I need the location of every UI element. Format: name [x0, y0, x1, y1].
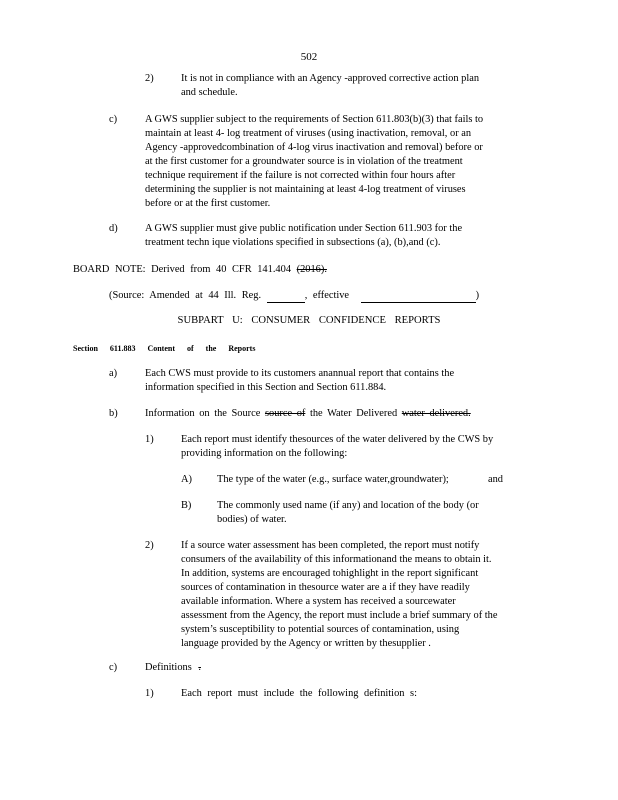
- text-line: If a source water assessment has been completed, the report must notify: [181, 540, 480, 551]
- item-label: B): [181, 500, 192, 511]
- source-suffix: ): [475, 290, 480, 301]
- text-line: Each report must include the following definition s:: [181, 688, 417, 699]
- item-label: 2): [145, 73, 154, 84]
- text-line: A GWS supplier subject to the requirements of Section 611.803(b)(3) that fails to: [145, 114, 484, 125]
- effective-date-blank: [361, 291, 476, 303]
- text-line-end: and: [488, 474, 504, 485]
- text-line: The type of the water (e.g., surface water,groundwater);: [217, 474, 449, 485]
- board-note: [73, 263, 327, 277]
- item-label: 1): [145, 434, 154, 445]
- item-b-mid: the Water Delivered: [309, 408, 398, 419]
- text-line: Each CWS must provide to its customers anannual report that contains the: [145, 368, 455, 379]
- text-line: information specified in this Section and Section 611.884.: [145, 382, 387, 393]
- board-note-text: BOARD NOTE: Derived from 40 CFR 141.404: [73, 264, 292, 275]
- item-label: d): [109, 223, 118, 234]
- item-b-struck-2: water delivered.: [401, 408, 471, 419]
- text-line: system’s susceptibility to potential sources of contamination, using: [181, 624, 460, 635]
- text-line: A GWS supplier must give public notification under Section 611.903 for the: [145, 223, 463, 234]
- source-middle: , effective: [304, 290, 350, 301]
- text-line: It is not in compliance with an Agency -approved corrective action plan: [181, 73, 480, 84]
- text-line: technique requirement if the failure is not corrected within four hours after: [145, 170, 456, 181]
- item-label: 1): [145, 688, 154, 699]
- item-label: a): [109, 368, 118, 379]
- text-line: at the first customer for a groundwater source is in violation of the treatment: [145, 156, 463, 167]
- item-label: 2): [145, 540, 154, 551]
- text-line: sources of contamination in thesource water are a if they have readily: [181, 582, 470, 593]
- register-blank: [267, 291, 305, 303]
- board-note-struck: (2016).: [296, 264, 327, 275]
- item-label: A): [181, 474, 192, 485]
- item-label: c): [109, 662, 118, 673]
- item-b-struck-1: source of: [264, 408, 306, 419]
- text-line: available information. Where a system has received a sourcewater: [181, 596, 456, 607]
- text-line: Agency -approvedcombination of 4-log virus inactivation and removal) before or: [145, 142, 483, 153]
- text-line: assessment from the Agency, the report must include a brief summary of the: [181, 610, 498, 621]
- text-line: consumers of the availability of this informationand the means to obtain it.: [181, 554, 492, 565]
- text-line: bodies) of water.: [217, 514, 287, 525]
- section-heading: Section 611.883 Content of the Reports: [73, 344, 256, 353]
- text-line: treatment techn ique violations specified in subsections (a), (b),and (c).: [145, 237, 441, 248]
- source-note: [109, 289, 479, 303]
- source-prefix: (Source: Amended at 44 Ill. Reg.: [109, 290, 262, 301]
- text-line: Each report must identify thesources of the water delivered by the CWS by: [181, 434, 494, 445]
- item-c-text: Definitions: [145, 662, 192, 673]
- text-line: determining the supplier is not maintaining at least 4-log treatment of viruses: [145, 184, 466, 195]
- text-line: The commonly used name (if any) and location of the body (or: [217, 500, 479, 511]
- text-line: maintain at least 4- log treatment of viruses (using inactivation, removal, or an: [145, 128, 472, 139]
- page-number: 502: [300, 51, 318, 63]
- item-b-pre: Information on the Source: [145, 408, 261, 419]
- text-line: before or at the first customer.: [145, 198, 271, 209]
- text-line: language provided by the Agency or written by thesupplier .: [181, 638, 431, 649]
- item-label: b): [109, 408, 118, 419]
- text-line: providing information on the following:: [181, 448, 348, 459]
- item-label: c): [109, 114, 118, 125]
- subpart-heading: SUBPART U: CONSUMER CONFIDENCE REPORTS: [177, 315, 441, 326]
- text-line: In addition, systems are encouraged tohighlight in the report significant: [181, 568, 479, 579]
- text-line: and schedule.: [181, 87, 238, 98]
- item-c-struck: .: [198, 662, 201, 673]
